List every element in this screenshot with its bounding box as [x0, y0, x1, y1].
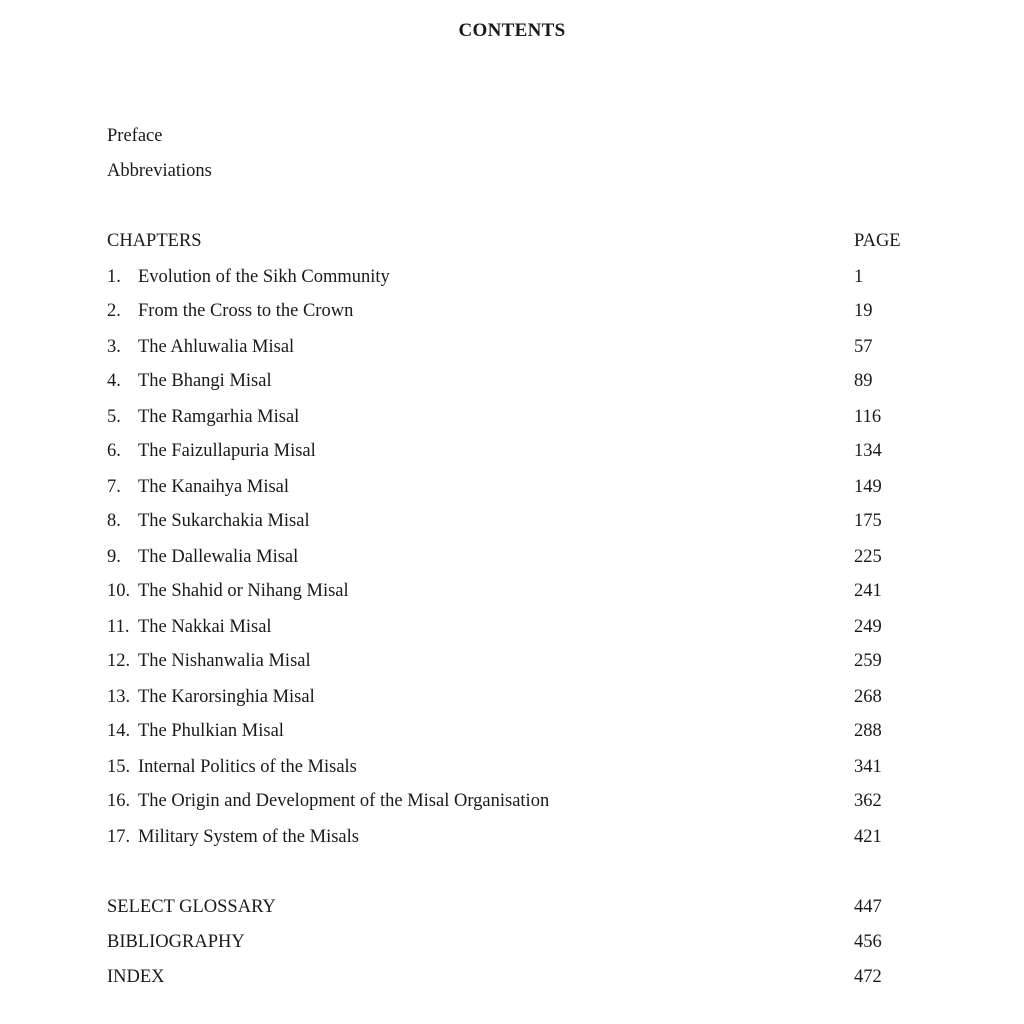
chapter-row: [0, 406, 1024, 430]
chapter-title: The Ramgarhia Misal: [138, 407, 300, 427]
chapter-page: 421: [854, 827, 882, 847]
chapter-row: [0, 370, 1024, 394]
chapter-page: 175: [854, 511, 882, 531]
chapter-number: 10.: [107, 581, 131, 601]
chapter-row: [0, 546, 1024, 570]
chapter-page: 341: [854, 757, 882, 777]
chapter-title: The Sukarchakia Misal: [138, 511, 310, 531]
chapter-page: 268: [854, 687, 882, 707]
chapter-title: The Bhangi Misal: [138, 371, 272, 391]
chapter-row: [0, 336, 1024, 360]
chapter-page: 225: [854, 547, 882, 567]
front-matter-abbreviations: Abbreviations: [107, 161, 212, 181]
chapter-row: [0, 440, 1024, 464]
back-matter-title: INDEX: [107, 967, 165, 987]
chapter-number: 13.: [107, 687, 131, 707]
chapter-row: [0, 476, 1024, 500]
chapter-title: The Nishanwalia Misal: [138, 651, 311, 671]
chapter-title: Military System of the Misals: [138, 827, 359, 847]
chapter-number: 12.: [107, 651, 131, 671]
chapter-title: From the Cross to the Crown: [138, 301, 354, 321]
chapter-row: [0, 756, 1024, 780]
chapter-number: 9.: [107, 547, 121, 567]
chapter-number: 4.: [107, 371, 121, 391]
chapter-title: The Shahid or Nihang Misal: [138, 581, 349, 601]
chapter-number: 1.: [107, 267, 121, 287]
chapter-page: 241: [854, 581, 882, 601]
chapter-title: The Faizullapuria Misal: [138, 441, 316, 461]
chapter-row: [0, 510, 1024, 534]
back-matter-row: [0, 896, 1024, 920]
chapter-page: 249: [854, 617, 882, 637]
chapter-title: The Origin and Development of the Misal Organisation: [138, 791, 550, 811]
chapter-title: The Kanaihya Misal: [138, 477, 290, 497]
chapter-page: 116: [854, 407, 882, 427]
chapter-title: Evolution of the Sikh Community: [138, 267, 390, 287]
chapter-row: [0, 826, 1024, 850]
chapter-row: [0, 686, 1024, 710]
chapter-number: 11.: [107, 617, 130, 637]
chapter-row: [0, 616, 1024, 640]
back-matter-page: 456: [854, 932, 882, 952]
chapter-page: 89: [854, 371, 873, 391]
chapter-number: 5.: [107, 407, 121, 427]
chapter-title: The Karorsinghia Misal: [138, 687, 315, 707]
chapter-row: [0, 790, 1024, 814]
chapter-number: 3.: [107, 337, 121, 357]
chapter-page: 1: [854, 267, 864, 287]
chapter-page: 134: [854, 441, 882, 461]
chapter-title: Internal Politics of the Misals: [138, 757, 357, 777]
chapter-title: The Phulkian Misal: [138, 721, 284, 741]
chapter-number: 14.: [107, 721, 131, 741]
chapter-row: [0, 650, 1024, 674]
chapter-page: 362: [854, 791, 882, 811]
chapter-row: [0, 720, 1024, 744]
back-matter-row: [0, 966, 1024, 990]
back-matter-page: 472: [854, 967, 882, 987]
chapter-number: 15.: [107, 757, 131, 777]
chapter-row: [0, 580, 1024, 604]
chapter-page: 149: [854, 477, 882, 497]
chapter-number: 2.: [107, 301, 121, 321]
back-matter-row: [0, 931, 1024, 955]
chapters-header: CHAPTERS: [107, 231, 202, 251]
chapter-number: 8.: [107, 511, 121, 531]
chapter-number: 6.: [107, 441, 121, 461]
page-title: CONTENTS: [458, 20, 566, 41]
chapter-row: [0, 266, 1024, 290]
front-matter-preface: Preface: [107, 126, 163, 146]
chapter-number: 16.: [107, 791, 131, 811]
chapter-row: [0, 300, 1024, 324]
page-header: PAGE: [854, 231, 901, 251]
back-matter-page: 447: [854, 897, 882, 917]
chapter-title: The Dallewalia Misal: [138, 547, 299, 567]
chapter-number: 7.: [107, 477, 121, 497]
chapter-page: 19: [854, 301, 873, 321]
chapter-page: 259: [854, 651, 882, 671]
chapter-page: 57: [854, 337, 873, 357]
chapter-number: 17.: [107, 827, 131, 847]
chapter-page: 288: [854, 721, 882, 741]
chapter-title: The Ahluwalia Misal: [138, 337, 295, 357]
back-matter-title: BIBLIOGRAPHY: [107, 932, 245, 952]
back-matter-title: SELECT GLOSSARY: [107, 897, 276, 917]
chapter-title: The Nakkai Misal: [138, 617, 272, 637]
